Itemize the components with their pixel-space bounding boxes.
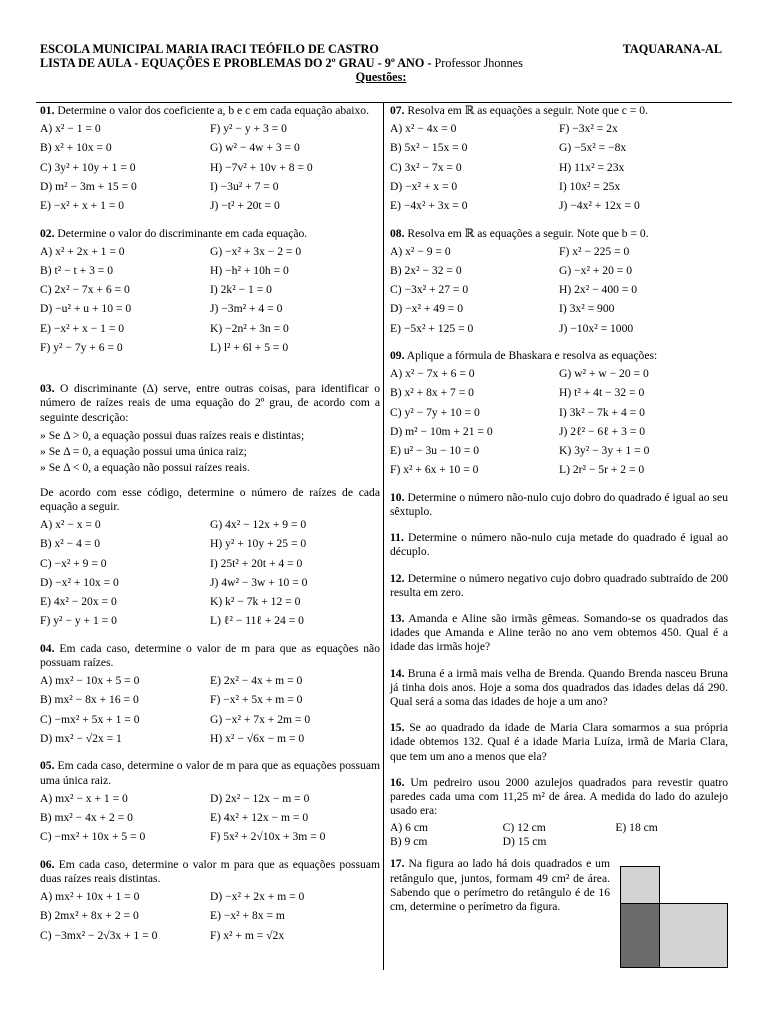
question-11 [390, 531, 728, 559]
equation-item: B) mx² − 8x + 16 = 0 [40, 693, 139, 707]
equation-item: H) 2x² − 400 = 0 [559, 283, 638, 297]
question-08 [390, 227, 728, 338]
question-stem-2: De acordo com esse código, determine o número de raízes de cada equação a seguir. [40, 485, 380, 514]
question-text: Se ao quadrado da idade de Maria Clara somarmos a sua própria idade obtemos 132. Qual é a idade Maria Luíza, irmã de Maria Clara, que tem um ano a menos que ela? [390, 721, 729, 763]
equation-item: J) −4x² + 12x = 0 [559, 198, 640, 212]
dark-rectangle [620, 903, 660, 968]
equation-item: H) t² + 4t − 32 = 0 [559, 386, 645, 400]
question-stem [390, 572, 728, 600]
equation-item: B) x² + 8x + 7 = 0 [390, 386, 474, 400]
question-number: 16. [390, 775, 405, 789]
equation-list [40, 244, 380, 357]
answer-option: B) 9 cm [390, 835, 428, 849]
equation-item: F) y² − 7y + 6 = 0 [40, 340, 123, 354]
question-number: 06. [40, 857, 55, 871]
equation-item: C) 3x² − 7x = 0 [390, 160, 462, 174]
equation-list [40, 889, 380, 944]
equation-item: D) m² − 3m + 15 = 0 [40, 179, 137, 193]
equation-item: D) −x² + 10x = 0 [40, 575, 119, 589]
equation-item: I) 25t² + 20t + 4 = 0 [210, 556, 303, 570]
equation-item: A) x² − 9 = 0 [390, 244, 451, 258]
equation-item: B) 2mx² + 8x + 2 = 0 [40, 909, 139, 923]
question-01 [40, 104, 380, 215]
question-06 [40, 858, 380, 944]
equation-item: A) x² − 4x = 0 [390, 122, 457, 136]
equation-item: H) −h² + 10h = 0 [210, 263, 289, 277]
equation-item: J) −3m² + 4 = 0 [210, 302, 283, 316]
equation-item: H) −7v² + 10v + 8 = 0 [210, 160, 313, 174]
equation-item: I) 3k² − 7k + 4 = 0 [559, 405, 645, 419]
question-stem [390, 104, 728, 118]
equation-item: J) −t² + 20t = 0 [210, 198, 280, 212]
equation-list [390, 244, 728, 337]
question-stem [40, 858, 380, 886]
equation-item: G) −x² + 20 = 0 [559, 263, 633, 277]
question-text: Em cada caso, determine o valor de m para que as equações não possuam raízes. [40, 641, 380, 670]
equation-item: B) x² + 10x = 0 [40, 141, 112, 155]
equation-item: H) 11x² = 23x [559, 160, 625, 174]
equation-item: G) w² − 4w + 3 = 0 [210, 141, 300, 155]
question-text: Determine o número não-nulo cuja metade do quadrado é igual ao décuplo. [390, 531, 728, 559]
header [40, 42, 722, 84]
equation-item: J) 2ℓ² − 6ℓ + 3 = 0 [559, 424, 646, 438]
question-text: Determine o valor dos coeficiente a, b e c em cada equação abaixo. [57, 104, 369, 117]
question-number: 15. [390, 721, 405, 735]
equation-item: D) −x² + x = 0 [390, 179, 458, 193]
question-number: 08. [390, 226, 405, 240]
question-text: Em cada caso, determine o valor de m para que as equações possuam uma única raiz. [40, 759, 380, 787]
equation-item: G) w² + w − 20 = 0 [559, 367, 649, 381]
equation-item: F) 5x² + 2√10x + 3m = 0 [210, 830, 326, 844]
question-stem [390, 227, 728, 241]
question-text: Determine o número não-nulo cujo dobro do quadrado é igual ao seu sêxtuplo. [390, 490, 729, 519]
equation-item: F) y² − y + 1 = 0 [40, 614, 117, 628]
answer-option [615, 835, 728, 849]
question-number: 02. [40, 226, 55, 240]
question-number: 10. [390, 490, 405, 504]
equation-item: L) l² + 6l + 5 = 0 [210, 340, 289, 354]
equation-item: F) y² − y + 3 = 0 [210, 122, 287, 136]
equation-item: K) k² − 7k + 12 = 0 [210, 595, 301, 609]
question-stem [390, 667, 728, 710]
question-text: Determine o número negativo cujo dobro quadrado subtraído de 200 resulta em zero. [390, 571, 728, 599]
question-number: 11. [390, 531, 404, 545]
teacher-name: Professor Jhonnes [434, 56, 523, 70]
equation-item: B) 2x² − 32 = 0 [390, 263, 462, 277]
equation-item: C) −x² + 9 = 0 [40, 556, 107, 570]
question-stem [40, 642, 380, 670]
city: TAQUARANA-AL [622, 42, 722, 56]
question-stem [40, 227, 380, 241]
equation-item: I) 2k² − 1 = 0 [210, 283, 272, 297]
equation-item: K) −2n² + 3n = 0 [210, 321, 289, 335]
equation-list [40, 121, 380, 214]
question-stem [390, 531, 728, 559]
question-stem [390, 612, 728, 655]
equation-item: D) −u² + u + 10 = 0 [40, 302, 132, 316]
question-stem [40, 759, 380, 787]
equation-item: F) x² − 225 = 0 [559, 244, 630, 258]
equation-item: F) x² + 6x + 10 = 0 [390, 463, 479, 477]
equation-item: G) 4x² − 12x + 9 = 0 [210, 518, 307, 532]
question-stem [390, 776, 728, 819]
equation-item: A) mx² + 10x + 1 = 0 [40, 890, 140, 904]
equation-item: G) −x² + 3x − 2 = 0 [210, 244, 302, 258]
question-stem [390, 349, 728, 363]
question-09 [390, 349, 728, 479]
equation-item: F) −3x² = 2x [559, 122, 618, 136]
question-number: 12. [390, 571, 405, 585]
question-text: Amanda e Aline são irmãs gêmeas. Somando-se os quadrados das idades que Amanda e Aline terão no ano vem obtemos 450. Qual é a idade das irmãs hoje? [390, 612, 728, 654]
equation-list [390, 366, 728, 479]
equation-item: F) x² + m = √2x [210, 928, 285, 942]
question-02 [40, 227, 380, 357]
equation-item: E) 4x² + 12x − m = 0 [210, 810, 309, 824]
equation-item: G) −x² + 7x + 2m = 0 [210, 712, 311, 726]
question-07 [390, 104, 728, 215]
equation-list [40, 517, 380, 630]
equation-item: C) −3x² + 27 = 0 [390, 283, 469, 297]
question-number: 14. [390, 666, 405, 680]
question-04 [40, 642, 380, 748]
question-12 [390, 572, 728, 600]
question-number: 04. [40, 641, 55, 655]
equation-item: B) mx² − 4x + 2 = 0 [40, 810, 133, 824]
question-05 [40, 759, 380, 845]
equation-item: D) −x² + 49 = 0 [390, 302, 464, 316]
equation-list [40, 791, 380, 846]
equation-item: D) m² − 10m + 21 = 0 [390, 424, 493, 438]
question-14 [390, 667, 728, 710]
question-number: 07. [390, 104, 405, 117]
equation-item: D) −x² + 2x + m = 0 [210, 890, 305, 904]
equation-item: E) 4x² − 20x = 0 [40, 595, 117, 609]
question-03 [40, 382, 380, 630]
small-square [620, 866, 660, 904]
question-stem [390, 491, 728, 519]
equation-item: E) u² − 3u − 10 = 0 [390, 444, 480, 458]
question-15 [390, 721, 728, 764]
question-number: 03. [40, 382, 55, 396]
question-number: 09. [390, 349, 405, 363]
equation-item: C) −mx² + 5x + 1 = 0 [40, 712, 140, 726]
question-number: 13. [390, 612, 405, 626]
equation-item: H) y² + 10y + 25 = 0 [210, 537, 307, 551]
answer-option: C) 12 cm [502, 821, 546, 835]
right-column [390, 104, 728, 917]
question-number: 01. [40, 104, 55, 117]
equation-item: E) 2x² − 4x + m = 0 [210, 674, 303, 688]
question-10 [390, 491, 728, 519]
question-text: Determine o valor do discriminante em cada equação. [57, 226, 308, 240]
questions-heading: Questões: [355, 70, 407, 84]
question-13 [390, 612, 728, 655]
equation-item: E) −x² + 8x = m [210, 909, 285, 923]
equation-item: G) −5x² = −8x [559, 141, 627, 155]
equation-item: K) 3y² − 3y + 1 = 0 [559, 444, 650, 458]
equation-item: J) 4w² − 3w + 10 = 0 [210, 575, 308, 589]
equation-item: L) 2r² − 5r + 2 = 0 [559, 463, 645, 477]
equation-item: L) ℓ² − 11ℓ + 24 = 0 [210, 614, 304, 628]
criterion-line: » Se Δ < 0, a equação não possui raízes reais. [40, 460, 250, 474]
column-divider [383, 102, 384, 970]
list-name: LISTA DE AULA - EQUAÇÕES E PROBLEMAS DO 2º GRAU - 9º ANO - [40, 56, 432, 70]
equation-item: A) x² + 2x + 1 = 0 [40, 244, 125, 258]
answer-option: D) 15 cm [502, 835, 547, 849]
equation-item: E) −x² + x + 1 = 0 [40, 198, 125, 212]
question-number: 17. [390, 857, 405, 871]
question-text: Na figura ao lado há dois quadrados e um retângulo que, juntos, formam 49 cm² de área. Sabendo que o perímetro do retângulo é de 16 cm, determine o perímetro da figura. [390, 857, 610, 914]
equation-item: F) −x² + 5x + m = 0 [210, 693, 303, 707]
question-text: Em cada caso, determine o valor m para que as equações possuam duas raízes reais distintas. [40, 857, 380, 885]
question-16 [390, 776, 728, 850]
equation-item: C) −mx² + 10x + 5 = 0 [40, 830, 146, 844]
equation-item: B) x² − 4 = 0 [40, 537, 101, 551]
question-stem [40, 382, 380, 425]
equation-item: C) −3mx² − 2√3x + 1 = 0 [40, 928, 158, 942]
question-stem [40, 104, 380, 118]
question-stem [390, 721, 728, 764]
equation-item: B) 5x² − 15x = 0 [390, 141, 468, 155]
question-stem [390, 857, 610, 914]
large-square [659, 903, 728, 968]
equation-item: C) 3y² + 10y + 1 = 0 [40, 160, 136, 174]
equation-item: E) −5x² + 125 = 0 [390, 321, 474, 335]
list-title [40, 56, 722, 70]
answer-option: E) 18 cm [615, 821, 658, 835]
equation-item: I) −3u² + 7 = 0 [210, 179, 279, 193]
equation-item: D) 2x² − 12x − m = 0 [210, 791, 310, 805]
question-text: Aplique a fórmula de Bhaskara e resolva as equações: [406, 349, 658, 363]
equation-list [390, 121, 728, 214]
question-text: Resolva em ℝ as equações a seguir. Note que c = 0. [407, 104, 648, 117]
question-17-figure [620, 866, 728, 968]
equation-item: J) −10x² = 1000 [559, 321, 634, 335]
criterion-line: » Se Δ > 0, a equação possui duas raízes reais e distintas; [40, 428, 305, 442]
equation-item: C) 2x² − 7x + 6 = 0 [40, 283, 130, 297]
question-text: Resolva em ℝ as equações a seguir. Note que b = 0. [407, 226, 649, 240]
equation-item: I) 10x² = 25x [559, 179, 621, 193]
equation-item: C) y² − 7y + 10 = 0 [390, 405, 480, 419]
question-text: O discriminante (Δ) serve, entre outras coisas, para identificar o número de raízes reais de uma equação do 2º grau, de acordo com a seguinte descrição: [40, 382, 381, 424]
equation-item: I) 3x² = 900 [559, 302, 615, 316]
equation-item: E) −4x² + 3x = 0 [390, 198, 468, 212]
equation-item: D) mx² − √2x = 1 [40, 731, 122, 745]
equation-list [40, 673, 380, 747]
criterion-line: » Se Δ = 0, a equação possui uma única raiz; [40, 444, 247, 458]
answer-options [390, 821, 728, 849]
question-text: Bruna é a irmã mais velha de Brenda. Quando Brenda nasceu Bruna já tinha dois anos. Hoje a soma dos quadrados das idades delas dá 290. Qual será a soma das idades de hoje a um ano? [390, 666, 729, 709]
equation-item: A) x² − 7x + 6 = 0 [390, 367, 475, 381]
left-column [40, 104, 380, 944]
top-rule [36, 102, 732, 103]
question-number: 05. [40, 759, 55, 773]
equation-item: A) x² − 1 = 0 [40, 122, 101, 136]
equation-item: A) x² − x = 0 [40, 518, 101, 532]
equation-item: H) x² − √6x − m = 0 [210, 731, 305, 745]
question-text: Um pedreiro usou 2000 azulejos quadrados para revestir quatro paredes cada uma com 11,25 m² de área. A medida do lado do azulejo usado era: [390, 775, 728, 818]
equation-item: E) −x² + x − 1 = 0 [40, 321, 125, 335]
school-name: ESCOLA MUNICIPAL MARIA IRACI TEÓFILO DE CASTRO [40, 42, 379, 56]
equation-item: A) mx² − x + 1 = 0 [40, 791, 128, 805]
answer-option: A) 6 cm [390, 821, 428, 835]
equation-item: B) t² − t + 3 = 0 [40, 263, 114, 277]
equation-item: A) mx² − 10x + 5 = 0 [40, 674, 140, 688]
